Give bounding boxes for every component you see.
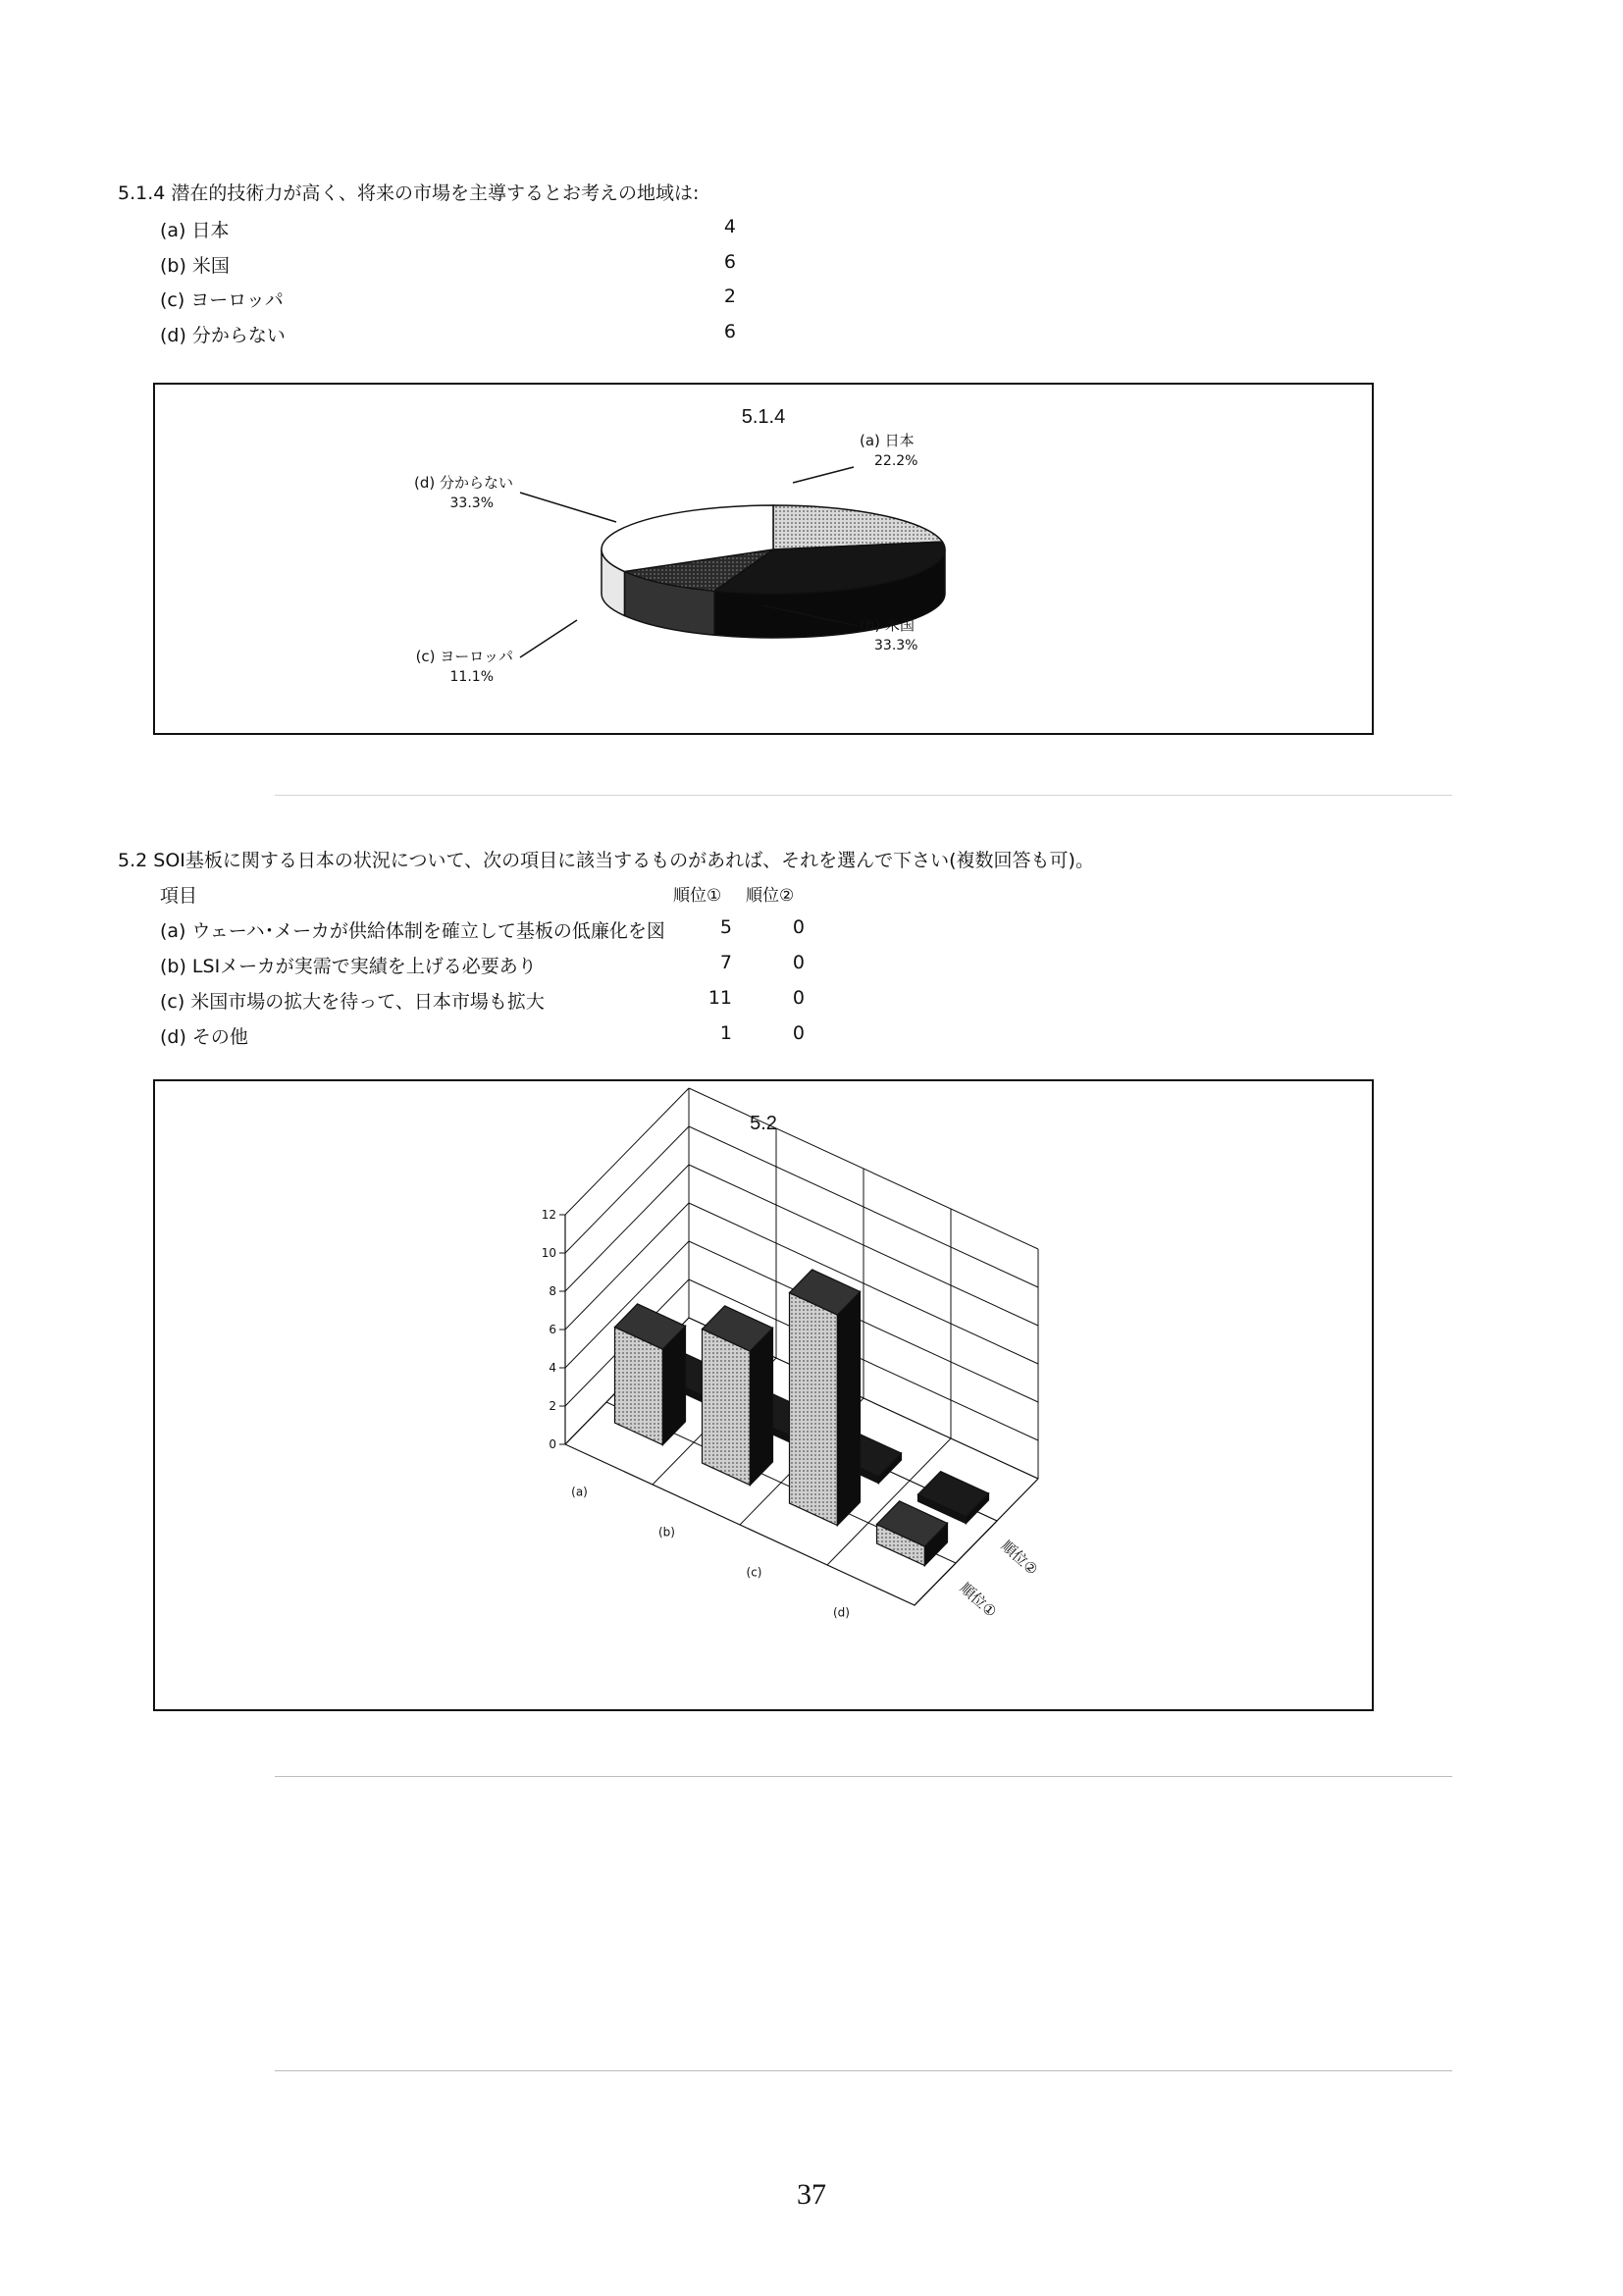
pie-label-category: (c) ヨーロッパ	[415, 648, 513, 665]
y-tick-label: 8	[549, 1284, 556, 1298]
row-514-c-value: 2	[723, 286, 736, 307]
y-tick-label: 2	[549, 1399, 556, 1413]
pie-label-category: (a) 日本	[860, 432, 915, 449]
bar-chart	[155, 1081, 1372, 1709]
left-wall-gridline	[565, 1165, 689, 1291]
pie-leader-line	[520, 620, 577, 657]
left-wall-gridline	[565, 1126, 689, 1253]
row-52-b-rank1: 7	[719, 952, 732, 973]
question-52: 5.2 SOI基板に関する日本の状況について、次の項目に該当するものがあれば、それを選んで下さい(複数回答も可)。	[118, 850, 1094, 871]
pie-label-percent: 33.3%	[449, 496, 494, 511]
question-514: 5.1.4 潜在的技術力が高く、将来の市場を主導するとお考えの地域は:	[118, 183, 700, 204]
scan-artifact-line	[275, 2070, 1452, 2071]
left-wall-gridline	[565, 1088, 689, 1215]
row-52-a-rank2: 0	[792, 916, 805, 938]
header-item: 項目	[160, 885, 198, 907]
row-514-b-label: (b) 米国	[160, 255, 230, 277]
row-514-c-label: (c) ヨーロッパ	[160, 289, 284, 311]
row-514-d-label: (d) 分からない	[160, 325, 286, 346]
row-52-d-rank2: 0	[792, 1022, 805, 1044]
x-category-label: (c)	[746, 1565, 762, 1580]
row-52-a-rank1: 5	[719, 916, 732, 938]
y-tick-label: 4	[549, 1361, 556, 1375]
bar-front-face	[790, 1293, 838, 1526]
header-rank2: 順位②	[746, 886, 795, 906]
y-tick-label: 10	[541, 1246, 556, 1260]
y-tick-label: 0	[549, 1437, 556, 1451]
row-52-c-label: (c) 米国市場の拡大を待って、日本市場も拡大	[160, 991, 545, 1013]
row-514-a-value: 4	[723, 216, 736, 237]
pie-leader-line	[520, 493, 616, 522]
pie-chart	[155, 385, 1372, 733]
pie-label-percent: 11.1%	[449, 669, 494, 685]
series-label: 順位②	[997, 1537, 1042, 1579]
x-category-label: (a)	[571, 1485, 588, 1499]
row-52-b-label: (b) LSIメーカが実需で実績を上げる必要あり	[160, 956, 537, 977]
bar-side-face	[837, 1292, 860, 1526]
row-52-a-label: (a) ウェーハ･メーカが供給体制を確立して基板の低廉化を図	[160, 920, 665, 942]
bar-front-face	[703, 1330, 751, 1486]
header-rank1: 順位①	[673, 886, 722, 906]
row-52-d-label: (d) その他	[160, 1026, 248, 1048]
row-52-b-rank2: 0	[792, 952, 805, 973]
scan-artifact-line	[275, 1776, 1452, 1777]
row-52-c-rank2: 0	[792, 987, 805, 1009]
pie-chart-frame	[153, 383, 1374, 735]
bar-chart-frame	[153, 1079, 1374, 1711]
bar-side-face	[750, 1328, 772, 1485]
row-52-d-rank1: 1	[719, 1022, 732, 1044]
series-label: 順位①	[956, 1579, 1001, 1621]
scan-artifact-line	[275, 795, 1452, 796]
x-category-label: (d)	[833, 1605, 850, 1620]
y-tick-label: 12	[541, 1208, 556, 1222]
pie-label-percent: 33.3%	[874, 638, 918, 653]
bar-chart-title: 5.2	[750, 1113, 777, 1134]
row-514-b-value: 6	[723, 251, 736, 273]
left-wall-gridline	[565, 1203, 689, 1330]
page-number: 37	[797, 2178, 826, 2211]
x-category-label: (b)	[658, 1525, 675, 1539]
pie-label-percent: 22.2%	[874, 453, 918, 469]
pie-leader-line	[793, 467, 854, 483]
pie-label-category: (b) 米国	[860, 616, 915, 634]
pie-chart-title: 5.1.4	[741, 406, 786, 428]
y-tick-label: 6	[549, 1323, 556, 1336]
row-52-c-rank1: 11	[707, 987, 732, 1009]
row-514-d-value: 6	[723, 321, 736, 342]
row-514-a-label: (a) 日本	[160, 220, 230, 241]
pie-label-category: (d) 分からない	[414, 474, 513, 492]
